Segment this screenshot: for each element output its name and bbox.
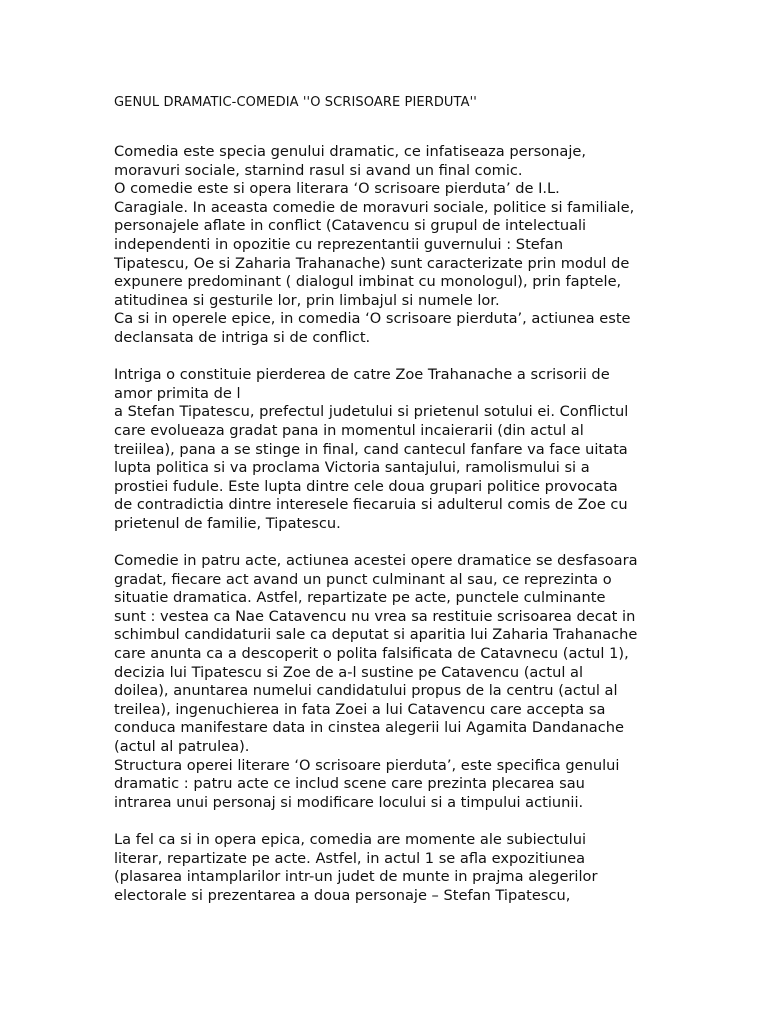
text-line: treiilea), pana a se stinge in final, cand cantecul fanfare va face uitata — [114, 440, 628, 458]
text-line: (actul al patrulea). — [114, 738, 250, 755]
text-line: intrarea unui personaj si modificare locului si a timpului actiunii. — [114, 793, 584, 811]
text-line: doilea), anuntarea numelui candidatului propus de la centru (actul al — [114, 682, 618, 700]
text-line: sunt : vestea ca Nae Catavencu nu vrea sa restituie scrisoarea decat in — [114, 607, 636, 625]
text-line: decizia lui Tipatescu si Zoe de a-l sustine pe Catavencu (actul al — [114, 663, 584, 681]
paragraph — [114, 366, 724, 403]
text-line: lupta politica si va proclama Victoria santajului, ramolismului si a — [114, 459, 590, 477]
text-line: Comedia este specia genului dramatic, ce infatiseaza personaje, — [114, 143, 587, 160]
text-line: conduca manifestare data in cinstea alegerii lui Agamita Dandanache — [114, 719, 624, 737]
text-line: situatie dramatica. Astfel, repartizate pe acte, punctele culminante — [114, 589, 606, 607]
text-line: Comedie in patru acte, actiunea acestei opere dramatice se desfasoara — [114, 552, 638, 570]
text-line: Structura operei literare ‘O scrisoare pierduta’, este specifica genului — [114, 756, 620, 774]
text-line: dramatic : patru acte ce includ scene care prezinta plecarea sau — [114, 775, 585, 793]
paragraph — [114, 143, 724, 180]
text-line: gradat, fiecare act avand un punct culminant al sau, ce reprezinta o — [114, 570, 612, 588]
text-line: independenti in opozitie cu reprezentantii guvernului : Stefan — [114, 235, 564, 253]
paragraph — [114, 831, 724, 905]
text-line: prietenul de familie, Tipatescu. — [114, 514, 341, 532]
text-line: (plasarea intamplarilor intr-un judet de munte in prajma alegerilor — [114, 868, 598, 886]
text-line: amor primita de l — [114, 384, 241, 402]
text-line: treilea), ingenuchierea in fata Zoei a lui Catavencu care accepta sa — [114, 700, 606, 718]
document-title: GENUL DRAMATIC-COMEDIA ''O SCRISOARE PIERDUTA'' — [114, 95, 477, 110]
text-line: literar, repartizate pe acte. Astfel, in actul 1 se afla expozitiunea — [114, 849, 586, 867]
paragraph — [114, 552, 724, 757]
text-line: Tipatescu, Oe si Zaharia Trahanache) sunt caracterizate prin modul de — [114, 254, 630, 272]
text-line: declansata de intriga si de conflict. — [114, 328, 371, 346]
text-line: care anunta ca a descoperit o polita falsificata de Catavnecu (actul 1), — [114, 645, 629, 663]
text-line: La fel ca si in opera epica, comedia are momente ale subiectului — [114, 830, 586, 848]
text-line: expunere predominant ( dialogul imbinat cu monologul), prin faptele, — [114, 273, 622, 291]
text-line: a Stefan Tipatescu, prefectul judetului si prietenul sotului ei. Conflictul — [114, 403, 629, 421]
text-line: Intriga o constituie pierderea de catre Zoe Trahanache a scrisorii de — [114, 366, 610, 384]
text-line: care evolueaza gradat pana in momentul incaierarii (din actul al — [114, 421, 584, 439]
text-line: moravuri sociale, starnind rasul si avand un final comic. — [114, 161, 523, 179]
text-line: Caragiale. In aceasta comedie de moravuri sociale, politice si familiale, — [114, 198, 635, 216]
text-line: schimbul candidaturii sale ca deputat si aparitia lui Zaharia Trahanache — [114, 626, 638, 644]
text-line: personajele aflate in conflict (Catavencu si grupul de intelectuali — [114, 217, 587, 235]
paragraph — [114, 757, 724, 813]
text-line: de contradictia dintre interesele fiecaruia si adulterul comis de Zoe cu — [114, 496, 628, 514]
paragraph — [114, 403, 724, 533]
text-line: prostiei fudule. Este lupta dintre cele doua grupari politice provocata — [114, 477, 618, 495]
paragraph — [114, 180, 724, 310]
text-line: electorale si prezentarea a doua personaje – Stefan Tipatescu, — [114, 886, 571, 904]
text-line: Ca si in operele epice, in comedia ‘O scrisoare pierduta’, actiunea este — [114, 310, 631, 328]
paragraph — [114, 310, 724, 347]
text-line: atitudinea si gesturile lor, prin limbajul si numele lor. — [114, 291, 500, 309]
document-body — [114, 143, 724, 905]
text-line: O comedie este si opera literara ‘O scrisoare pierduta’ de I.L. — [114, 180, 560, 198]
